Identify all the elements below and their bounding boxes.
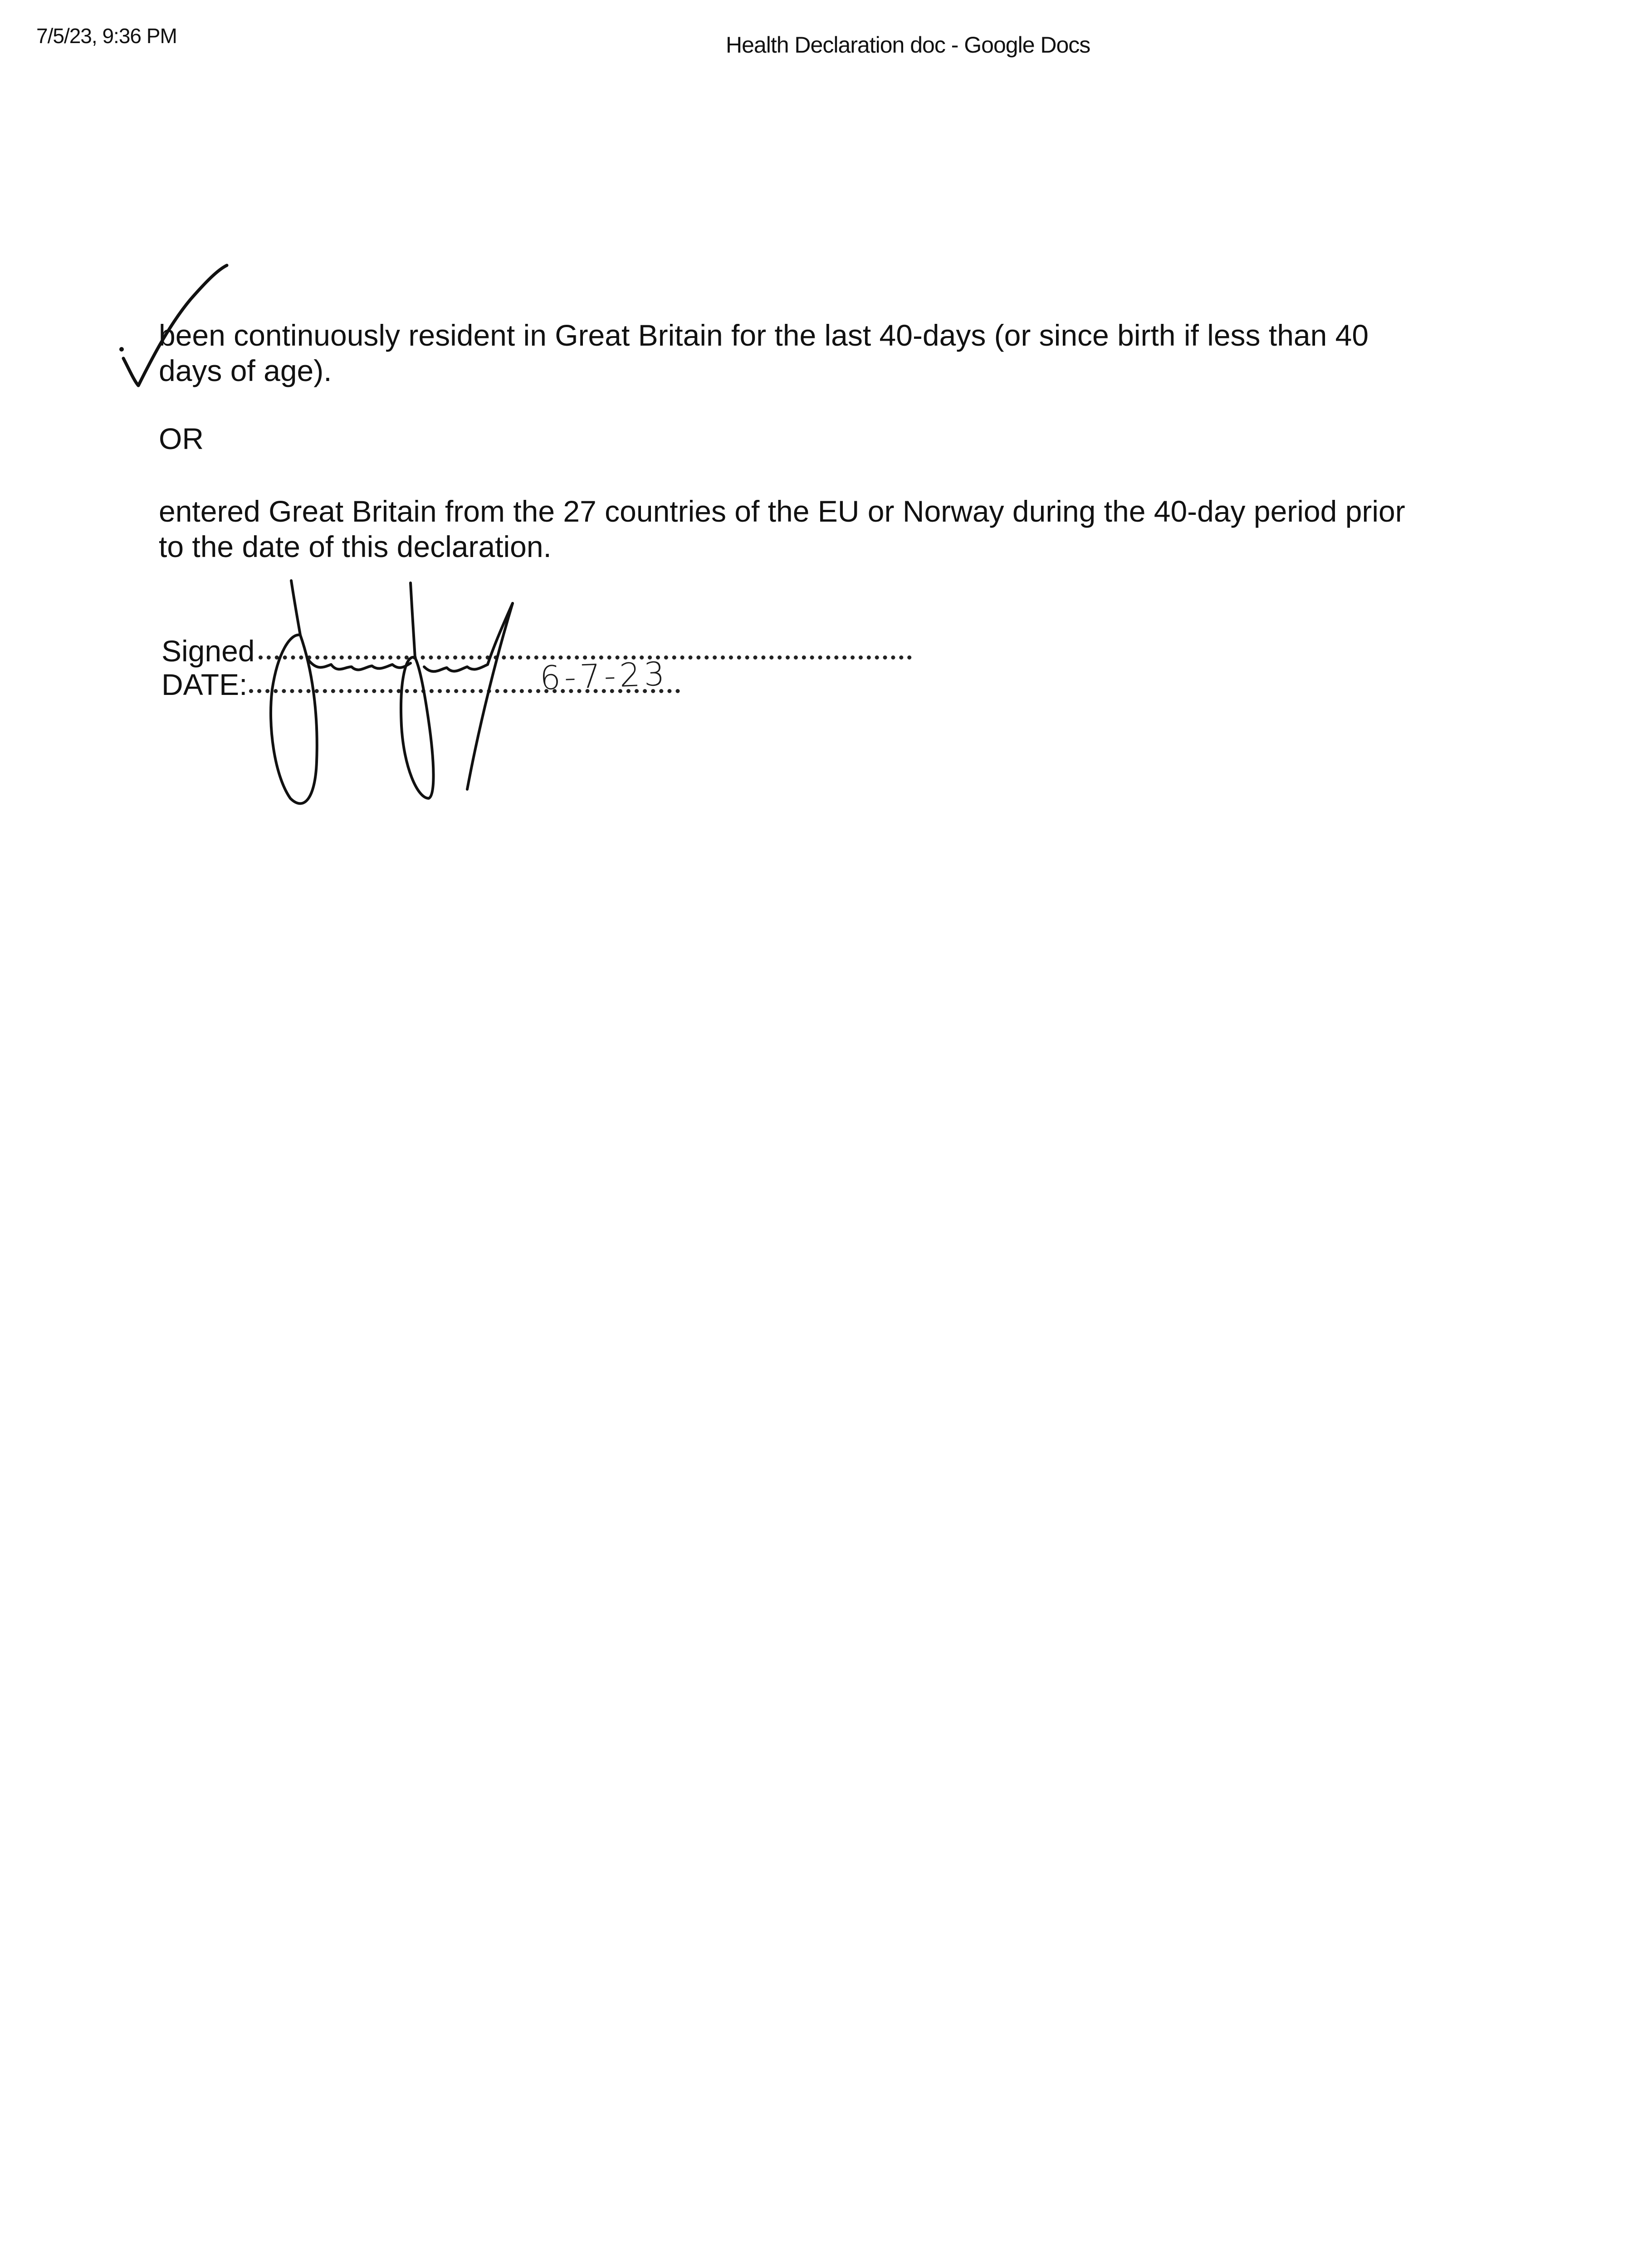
resident-line-2: days of age).	[159, 354, 332, 387]
date-label: DATE:	[161, 668, 248, 701]
entered-paragraph	[159, 494, 1405, 564]
print-datetime: 7/5/23, 9:36 PM	[36, 24, 177, 48]
resident-paragraph	[159, 318, 1369, 388]
handwritten-date: 6-7-23	[539, 655, 669, 697]
entered-line-1: entered Great Britain from the 27 countries of the EU or Norway during the 40-day period prior	[159, 494, 1405, 528]
print-title: Health Declaration doc - Google Docs	[726, 32, 1090, 58]
entered-line-2: to the date of this declaration.	[159, 530, 552, 563]
resident-line-1: been continuously resident in Great Britain for the last 40-days (or since birth if less than 40	[159, 318, 1369, 352]
signed-label: Signed	[161, 634, 255, 668]
or-separator: OR	[159, 422, 204, 455]
signed-row	[161, 635, 912, 667]
